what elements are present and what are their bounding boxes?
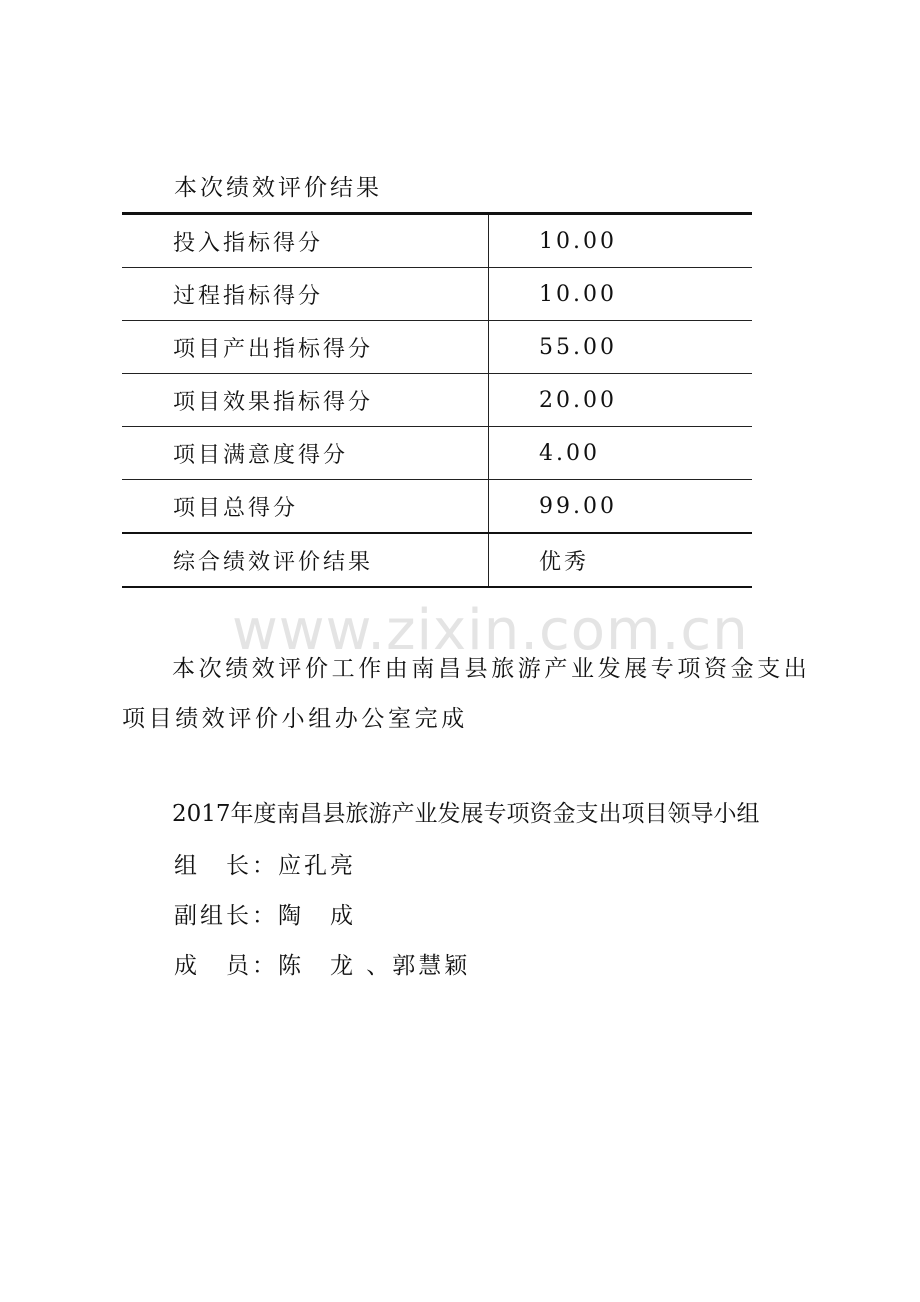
row-label-process: 过程指标得分 — [122, 268, 489, 321]
row-value-effect: 20.00 — [489, 374, 753, 427]
row-value-total: 99.00 — [489, 480, 753, 534]
table-row — [122, 427, 752, 480]
group-leader: 组 长：应孔亮 — [174, 853, 356, 879]
table-row-final — [122, 533, 752, 587]
completion-paragraph — [122, 644, 822, 744]
row-value-final: 优秀 — [489, 533, 753, 587]
paragraph-text: 本次绩效评价工作由南昌县旅游产业发展专项资金支出项目绩效评价小组办公室完成 — [122, 656, 811, 732]
group-deputy: 副组长：陶 成 — [174, 903, 356, 929]
row-label-output: 项目产出指标得分 — [122, 321, 489, 374]
group-members: 成 员：陈 龙 、郭慧颖 — [174, 953, 471, 979]
row-value-satisfaction: 4.00 — [489, 427, 753, 480]
table-row — [122, 374, 752, 427]
row-value-process: 10.00 — [489, 268, 753, 321]
row-label-final: 综合绩效评价结果 — [122, 533, 489, 587]
row-label-total: 项目总得分 — [122, 480, 489, 534]
table-row — [122, 480, 752, 534]
table-row — [122, 321, 752, 374]
row-label-effect: 项目效果指标得分 — [122, 374, 489, 427]
score-table — [122, 212, 752, 588]
row-value-output: 55.00 — [489, 321, 753, 374]
group-title: 2017年度南昌县旅游产业发展专项资金支出项目领导小组 — [172, 801, 760, 827]
section-title: 本次绩效评价结果 — [174, 175, 382, 201]
table-row — [122, 268, 752, 321]
row-label-input: 投入指标得分 — [122, 214, 489, 268]
watermark: www.zixin.com.cn — [232, 598, 749, 663]
row-label-satisfaction: 项目满意度得分 — [122, 427, 489, 480]
table-row — [122, 214, 752, 268]
row-value-input: 10.00 — [489, 214, 753, 268]
